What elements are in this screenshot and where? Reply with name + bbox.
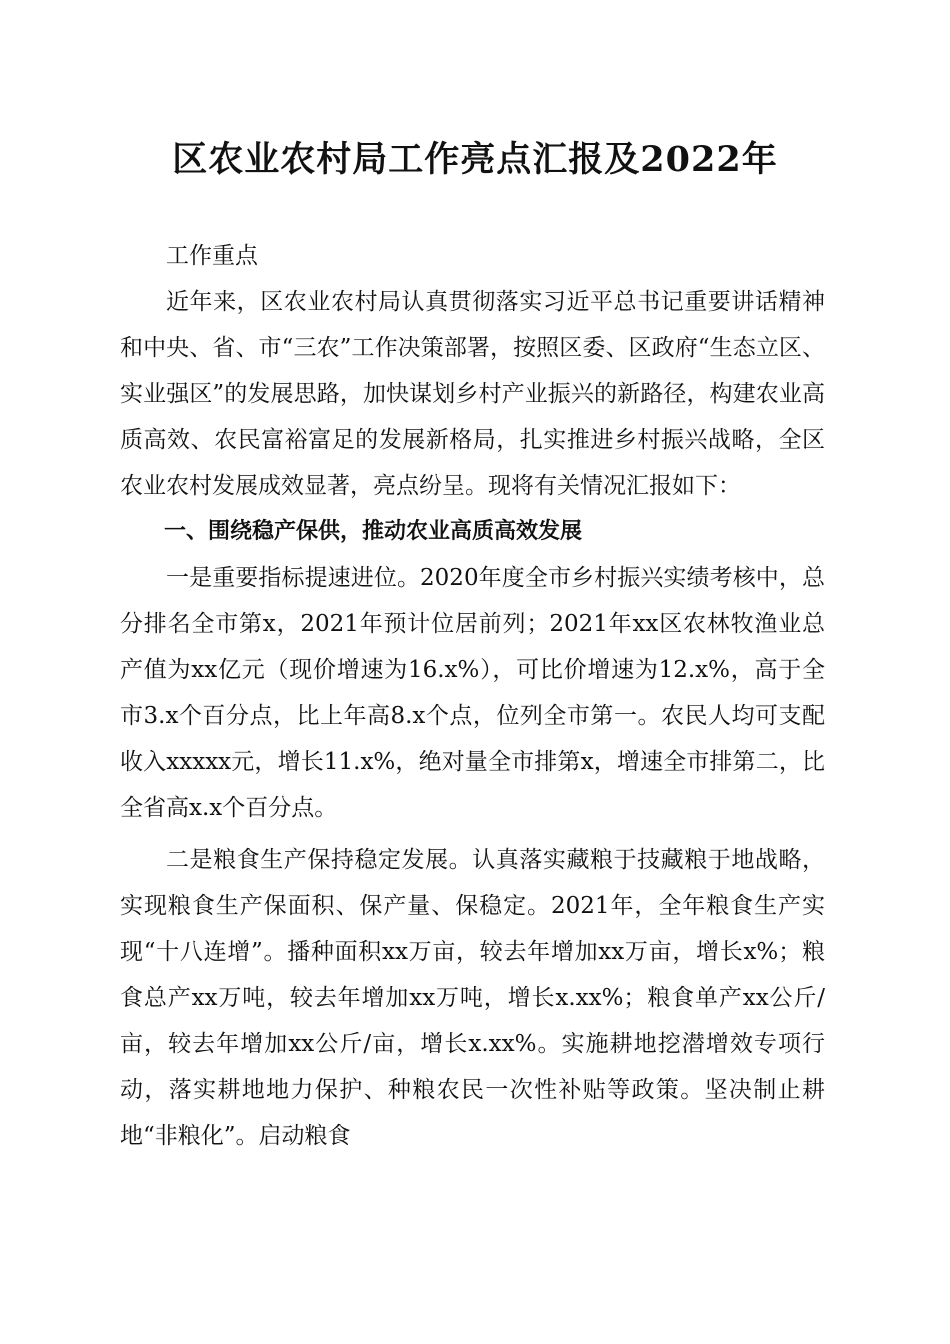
document-subtitle: 工作重点	[166, 243, 258, 269]
document-body	[120, 233, 825, 1159]
paragraph-key-indicators: 一是重要指标提速进位。2020年度全市乡村振兴实绩考核中，总分排名全市第x，2021年预计位居前列；2021年xx区农林牧渔业总产值为xx亿元（现价增速为16.x%），可比价增速为12.x%，高于全市3.x个百分点，比上年高8.x个点，位列全市第一。农民人均可支配收入xxxxx元，增长11.x%，绝对量全市排第x，增速全市排第二，比全省高x.x个百分点。	[120, 565, 825, 821]
document-title: 区农业农村局工作亮点汇报及2022年	[172, 139, 778, 180]
intro-paragraph: 近年来，区农业农村局认真贯彻落实习近平总书记重要讲话精神和中央、省、市“三农”工作决策部署，按照区委、区政府“生态立区、实业强区”的发展思路，加快谋划乡村产业振兴的新路径，构建农业高质高效、农民富裕富足的发展新格局，扎实推进乡村振兴战略，全区农业农村发展成效显著，亮点纷呈。现将有关情况汇报如下：	[120, 289, 825, 499]
section-heading: 一、围绕稳产保供，推动农业高质高效发展	[164, 519, 583, 544]
paragraph-grain-production: 二是粮食生产保持稳定发展。认真落实藏粮于技藏粮于地战略，实现粮食生产保面积、保产量、保稳定。2021年，全年粮食生产实现“十八连增”。播种面积xx万亩，较去年增加xx万亩，增长x%；粮食总产xx万吨，较去年增加xx万吨，增长x.xx%；粮食单产xx公斤/亩，较去年增加xx公斤/亩，增长x.xx%。实施耕地挖潜增效专项行动，落实耕地地力保护、种粮农民一次性补贴等政策。坚决制止耕地“非粮化”。启动粮食	[120, 847, 825, 1149]
